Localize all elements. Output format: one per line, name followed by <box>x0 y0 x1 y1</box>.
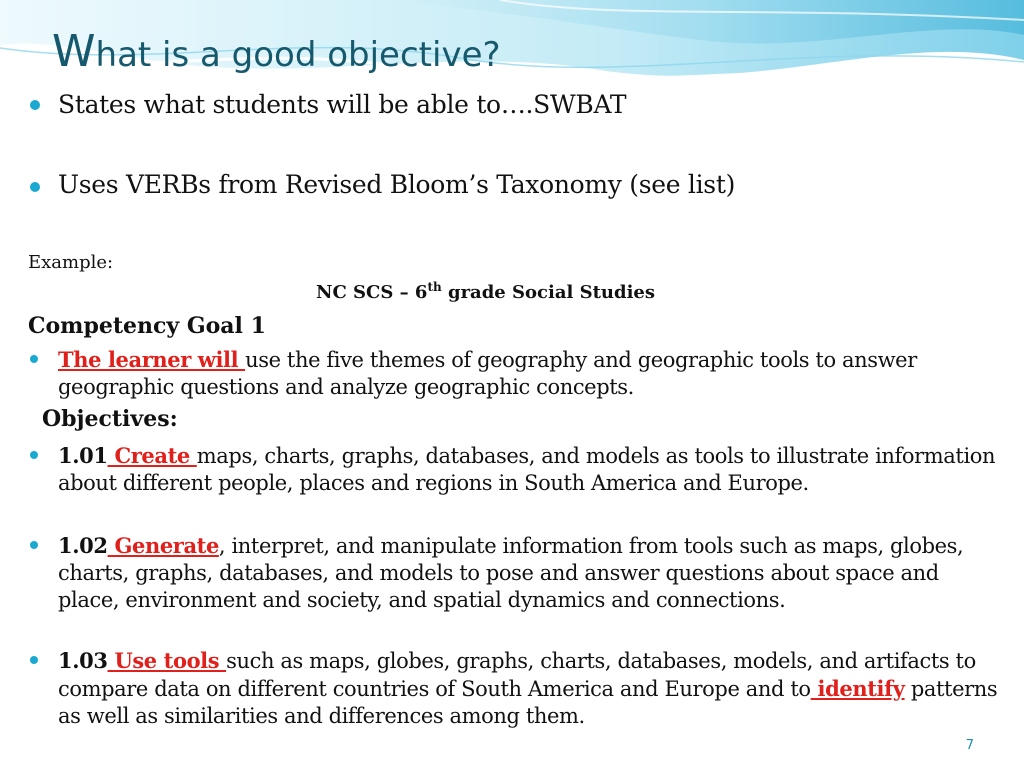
slide-title <box>52 26 501 77</box>
objective-verb-identify: identify <box>810 676 905 701</box>
bullet-dot-icon <box>30 100 40 110</box>
objective-text: such as maps, globes, graphs, charts, databases, models, and artifacts to compare data on different countries of South America and Europe and to <box>58 649 976 701</box>
goal-rest: use the five themes of geography and geographic tools to answer geographic questions and analyze geographic concepts. <box>58 348 917 399</box>
objectives-heading: Objectives: <box>42 406 178 432</box>
objective-verb: Generate <box>107 533 219 558</box>
objective-item <box>58 442 1003 497</box>
objective-item <box>58 532 1003 614</box>
objective-text-end: patterns as well as similarities and differences among them. <box>58 677 998 728</box>
example-label: Example: <box>28 252 114 273</box>
objective-text: maps, charts, graphs, databases, and models as tools to illustrate information about different people, places and regions in South America and Europe. <box>58 444 996 495</box>
nc-line-prefix: NC SCS – 6 <box>316 282 428 303</box>
bullet-text: Uses VERBs from Revised Bloom’s Taxonomy (see list) <box>58 170 736 199</box>
objective-text: , interpret, and manipulate information from tools such as maps, globes, charts, graphs, databases, and models to pose and answer questions about space and place, environment and society, and spatial dynamics and connections. <box>58 534 964 612</box>
title-first-letter: W <box>52 26 96 77</box>
bullet-dot-icon <box>30 451 38 459</box>
title-rest: hat is a good objective? <box>95 35 501 75</box>
bullet-dot-icon <box>30 656 38 664</box>
objective-verb: Use tools <box>107 648 227 673</box>
objective-number: 1.02 <box>58 533 108 558</box>
objective-verb: Create <box>107 443 197 468</box>
bullet-dot-icon <box>30 182 40 192</box>
competency-heading: Competency Goal 1 <box>28 313 266 339</box>
objective-number: 1.03 <box>58 648 108 673</box>
objective-number: 1.01 <box>58 443 108 468</box>
bullet-dot-icon <box>30 355 38 363</box>
bullet-dot-icon <box>30 541 38 549</box>
nc-line-sup: th <box>427 280 442 294</box>
bullet-text: States what students will be able to….SWBAT <box>58 90 627 119</box>
nc-scs-line <box>316 282 655 303</box>
goal-highlight: The learner will <box>58 347 246 372</box>
goal-text <box>58 346 1003 401</box>
objective-item <box>58 647 1003 730</box>
nc-line-suffix: grade Social Studies <box>441 282 656 303</box>
page-number: 7 <box>965 738 974 753</box>
